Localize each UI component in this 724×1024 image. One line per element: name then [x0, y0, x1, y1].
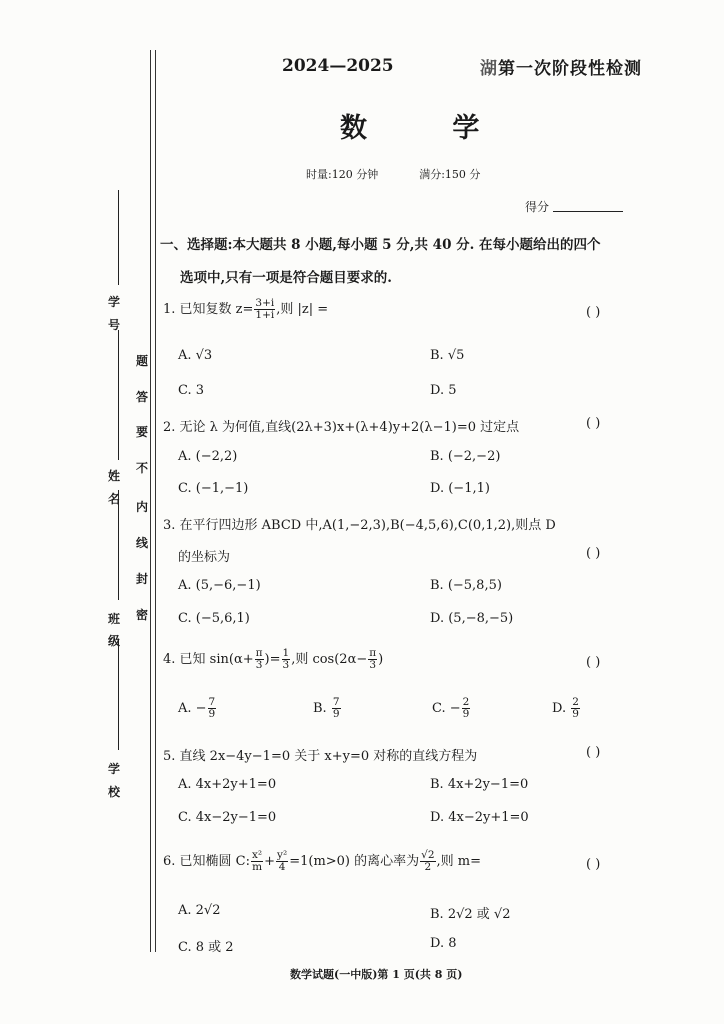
option-label: C. − — [432, 701, 461, 717]
field-label-char: 校 — [108, 785, 121, 799]
section-heading: 一、选择题:本大题共 8 小题,每小题 5 分,共 40 分. 在每小题给出的四个 — [160, 237, 601, 253]
frac-den: 9 — [208, 708, 216, 721]
q6-fraction — [420, 850, 435, 873]
field-label-char: 号 — [108, 318, 121, 332]
frac-den: 3 — [282, 659, 290, 672]
field-label-char: 姓 — [108, 469, 121, 483]
option-label: B. — [313, 701, 331, 717]
option-fraction — [332, 697, 341, 720]
frac-den: 3 — [369, 659, 377, 672]
q4-part: )= — [264, 652, 281, 668]
frac-den: m — [252, 861, 263, 874]
score-label: 得分 — [525, 200, 550, 214]
question-3-stem-cont: 的坐标为 — [178, 550, 231, 565]
student-id-blank — [118, 190, 119, 285]
seal-text-char: 内 — [136, 500, 149, 514]
q1-fraction — [254, 298, 275, 321]
answer-paren: ( ) — [586, 745, 601, 760]
frac-num: 2 — [462, 696, 470, 708]
frac-num: π — [369, 647, 377, 659]
time-limit: 时量:120 分钟 — [306, 168, 379, 181]
q4-part: ) — [378, 652, 384, 668]
frac-den: 4 — [278, 861, 286, 874]
question-6-stem — [163, 850, 481, 873]
option: B. 4x+2y−1=0 — [430, 777, 529, 792]
school-blank — [118, 640, 119, 750]
option: C. 3 — [178, 383, 205, 398]
field-label-char: 学 — [108, 295, 121, 309]
q6-part: =1(m>0) 的离心率为 — [289, 854, 420, 870]
seal-text-char: 答 — [136, 390, 149, 404]
question-4-stem — [163, 648, 383, 671]
answer-paren: ( ) — [586, 305, 601, 320]
answer-paren: ( ) — [586, 416, 601, 431]
seal-text-char: 线 — [136, 536, 149, 550]
option — [552, 697, 581, 720]
option — [432, 697, 471, 720]
option-label: A. − — [178, 701, 207, 717]
frac-den: 1+i — [255, 309, 275, 322]
field-label-char: 班 — [108, 612, 121, 626]
name-blank — [118, 330, 119, 460]
option: D. 5 — [430, 383, 457, 398]
option: D. (−1,1) — [430, 481, 490, 496]
q1-prefix: 1. 已知复数 z= — [163, 302, 254, 318]
seal-text-char: 密 — [136, 608, 149, 622]
option: A. (−2,2) — [178, 449, 238, 464]
option — [178, 697, 217, 720]
score-blank — [553, 211, 623, 212]
full-score: 满分:150 分 — [419, 168, 481, 181]
seal-text-char: 封 — [136, 572, 149, 586]
frac-den: 2 — [424, 861, 432, 874]
question-1-stem — [163, 298, 328, 321]
frac-num: 3+i — [255, 297, 275, 309]
option: B. (−2,−2) — [430, 449, 501, 464]
page-footer: 数学试题(一中版)第 1 页(共 8 页) — [290, 968, 463, 981]
option: C. (−5,6,1) — [178, 611, 250, 626]
exam-meta — [306, 166, 480, 182]
frac-den: 9 — [462, 708, 470, 721]
frac-num: y² — [277, 849, 288, 861]
frac-num: 7 — [208, 696, 216, 708]
option — [313, 697, 342, 720]
field-label-char: 名 — [108, 492, 121, 506]
answer-paren: ( ) — [586, 546, 601, 561]
frac-num: 1 — [282, 647, 290, 659]
answer-paren: ( ) — [586, 857, 601, 872]
exam-year: 2024—2025 — [282, 56, 394, 76]
frac-den: 3 — [255, 659, 263, 672]
option: D. 4x−2y+1=0 — [430, 810, 529, 825]
q6-part: ,则 m= — [436, 854, 482, 870]
q6-fraction — [251, 850, 263, 873]
exam-subtitle — [480, 54, 642, 79]
frac-num: 2 — [572, 696, 579, 708]
option-fraction — [462, 697, 471, 720]
frac-num: π — [255, 647, 263, 659]
option: A. (5,−6,−1) — [178, 578, 261, 593]
option: D. 8 — [430, 936, 457, 951]
option: C. (−1,−1) — [178, 481, 249, 496]
q6-part: + — [264, 854, 276, 870]
frac-den: 9 — [332, 708, 340, 721]
frac-num: 7 — [332, 696, 340, 708]
option: C. 4x−2y−1=0 — [178, 810, 277, 825]
page-title: 数 学 — [340, 113, 518, 144]
frac-num: x² — [252, 849, 263, 861]
frac-den: 9 — [572, 708, 579, 721]
q6-fraction — [276, 850, 288, 873]
question-5-stem: 5. 直线 2x−4y−1=0 关于 x+y=0 对称的直线方程为 — [163, 749, 478, 764]
option: B. 2√2 或 √2 — [430, 907, 511, 922]
binding-line-outer — [150, 50, 151, 952]
option: B. (−5,8,5) — [430, 578, 502, 593]
option: A. √3 — [178, 348, 213, 363]
q4-fraction — [368, 648, 377, 671]
subtitle-prefix: 湖 — [480, 59, 498, 79]
option-label: D. — [552, 701, 571, 717]
frac-num: √2 — [421, 849, 435, 861]
q4-part: ,则 cos(2α− — [291, 652, 368, 668]
answer-paren: ( ) — [586, 655, 601, 670]
option-fraction — [571, 697, 580, 720]
field-label-char: 学 — [108, 762, 121, 776]
subtitle-text: 第一次阶段性检测 — [498, 59, 642, 79]
question-2-stem: 2. 无论 λ 为何值,直线(2λ+3)x+(λ+4)y+2(λ−1)=0 过定点 — [163, 420, 520, 435]
seal-text-char: 题 — [136, 354, 149, 368]
q6-part: 6. 已知椭圆 C: — [163, 854, 250, 870]
q4-part: 4. 已知 sin(α+ — [163, 652, 254, 668]
section-heading-cont: 选项中,只有一项是符合题目要求的. — [180, 270, 392, 286]
option-fraction — [208, 697, 217, 720]
question-3-stem: 3. 在平行四边形 ABCD 中,A(1,−2,3),B(−4,5,6),C(0,1,2),则点 D — [163, 518, 556, 533]
q4-fraction — [282, 648, 291, 671]
binding-line-inner — [155, 50, 156, 952]
field-label-char: 级 — [108, 634, 121, 648]
q1-suffix: ,则 |z| = — [276, 302, 329, 318]
option: B. √5 — [430, 348, 465, 363]
option: D. (5,−8,−5) — [430, 611, 514, 626]
option: A. 2√2 — [178, 903, 221, 918]
seal-text-char: 要 — [136, 425, 149, 439]
option: C. 8 或 2 — [178, 940, 234, 955]
q4-fraction — [255, 648, 264, 671]
option: A. 4x+2y+1=0 — [178, 777, 277, 792]
seal-text-char: 不 — [136, 461, 149, 475]
